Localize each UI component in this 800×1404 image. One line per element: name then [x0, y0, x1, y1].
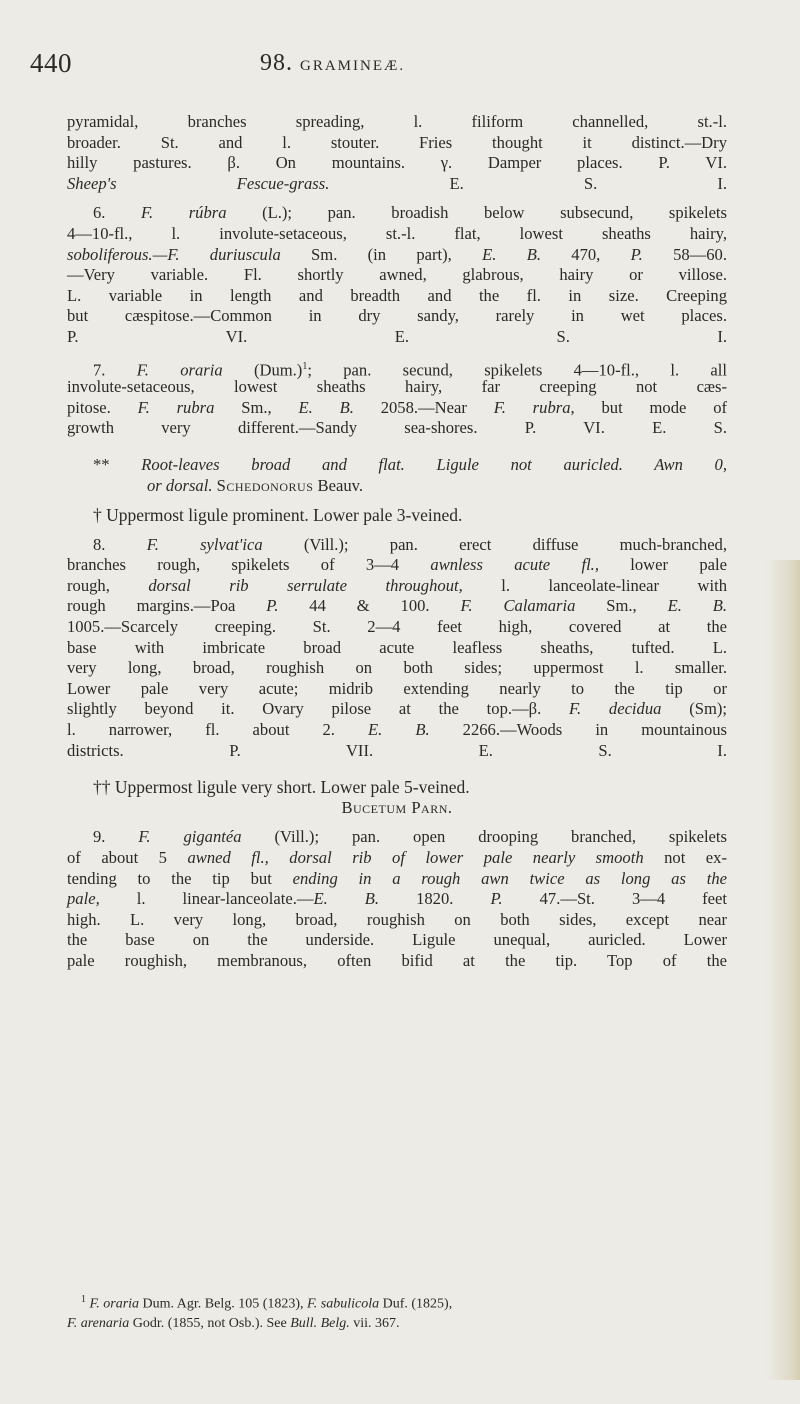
text-line: base with imbricate broad acute leafless sheaths, tufted. L. — [67, 637, 727, 657]
text-line: branches rough, spikelets of 3—4 awnless acute fl., lower pale — [67, 555, 727, 575]
page-header — [30, 48, 730, 88]
species-entry-7: 7. F. oraria $(Dum.)^1$; pan. secund, spikelets 4—10-fl., l. all — [93, 360, 727, 380]
footnote-line: $^1$ F. oraria Dum. Agr. Belg. 105 (1823), F. sabulicola Duf. (1825), — [81, 1294, 453, 1312]
body-text — [67, 112, 727, 972]
text-line: but cæspitose.—Common in dry sandy, rarely in wet places. — [67, 306, 727, 326]
species-entry-9: 9. F. gigantéa (Vill.); pan. open drooping branched, spikelets — [93, 827, 727, 847]
species-entry-6: 6. F. rúbra (L.); pan. broadish below subsecund, spikelets — [93, 203, 727, 223]
footnote-line: F. arenaria Godr. (1855, not Osb.). See Bull. Belg. vii. 367. — [67, 1315, 400, 1331]
section-number: 98. — [260, 50, 293, 76]
running-head — [260, 50, 405, 77]
text-line: pitose. F. rubra Sm., E. B. 2058.—Near F. rubra, but mode of — [67, 397, 728, 417]
text-line: —Very variable. Fl. shortly awned, glabrous, hairy or villose. — [67, 265, 727, 285]
text-line: pyramidal, branches spreading, l. filiform channelled, st.-l. — [67, 112, 727, 131]
text-line: P. VI. E. S. I. — [67, 326, 727, 346]
text-line: slightly beyond it. Ovary pilose at the top.—β. F. decidua (Sm); — [67, 699, 727, 719]
text-line: the base on the underside. Ligule unequal, auricled. Lower — [67, 930, 727, 950]
text-line: Lower pale very acute; midrib extending nearly to the tip or — [67, 678, 727, 698]
text-line: l. narrower, fl. about 2. E. B. 2266.—Woods in mountainous — [67, 720, 728, 740]
text-line: high. L. very long, broad, roughish on both sides, except near — [67, 909, 727, 929]
page-edge-shadow — [766, 560, 800, 1380]
group-heading-cont: or dorsal. Schedonorus Beauv. — [147, 475, 363, 495]
footnotes — [67, 1290, 727, 1333]
section-title: GRAMINEÆ. — [300, 58, 406, 74]
text-line: rough, dorsal rib serrulate throughout, l. lanceolate-linear with — [67, 575, 727, 595]
text-line: pale, l. linear-lanceolate.—E. B. 1820. P. 47.—St. 3—4 feet — [67, 889, 728, 909]
subgroup-heading: †† Uppermost ligule very short. Lower pale 5-veined. — [93, 777, 470, 798]
text-line: hilly pastures. β. On mountains. γ. Damper places. P. VI. — [67, 153, 727, 173]
text-line: soboliferous.—F. duriuscula Sm. (in part), E. B. 470, P. 58—60. — [67, 244, 728, 264]
text-line: involute-setaceous, lowest sheaths hairy, far creeping not cæs- — [67, 377, 727, 397]
text-line: 4—10-fl., l. involute-setaceous, st.-l. flat, lowest sheaths hairy, — [67, 223, 727, 243]
text-line: districts. P. VII. E. S. I. — [67, 740, 727, 760]
group-heading: ** Root-leaves broad and flat. Ligule not auricled. Awn 0, — [93, 454, 728, 474]
page-number: 440 — [30, 48, 72, 78]
text-line: very long, broad, roughish on both sides; uppermost l. smaller. — [67, 658, 727, 678]
species-entry-8: 8. F. sylvat'ica (Vill.); pan. erect diffuse much-branched, — [93, 534, 728, 554]
text-line: 1005.—Scarcely creeping. St. 2—4 feet high, covered at the — [67, 617, 727, 637]
text-line: pale roughish, membranous, often bifid at the tip. Top of the — [67, 950, 727, 970]
text-line: tending to the tip but ending in a rough awn twice as long as the — [67, 868, 727, 888]
text-line: growth very different.—Sandy sea-shores. P. VI. E. S. — [67, 418, 727, 438]
text-line: rough margins.—Poa P. 44 & 100. F. Calamaria Sm., E. B. — [67, 596, 728, 616]
subgroup-heading: † Uppermost ligule prominent. Lower pale 3-veined. — [93, 505, 463, 526]
genus-heading: Bucetum Parn. — [341, 797, 453, 817]
text-line: broader. St. and l. stouter. Fries thought it distinct.—Dry — [67, 132, 727, 152]
text-line: L. variable in length and breadth and the fl. in size. Creeping — [67, 285, 727, 305]
text-line: Sheep's Fescue-grass. E. S. I. — [67, 173, 727, 193]
text-line: of about 5 awned fl., dorsal rib of lower pale nearly smooth not ex- — [67, 848, 727, 867]
